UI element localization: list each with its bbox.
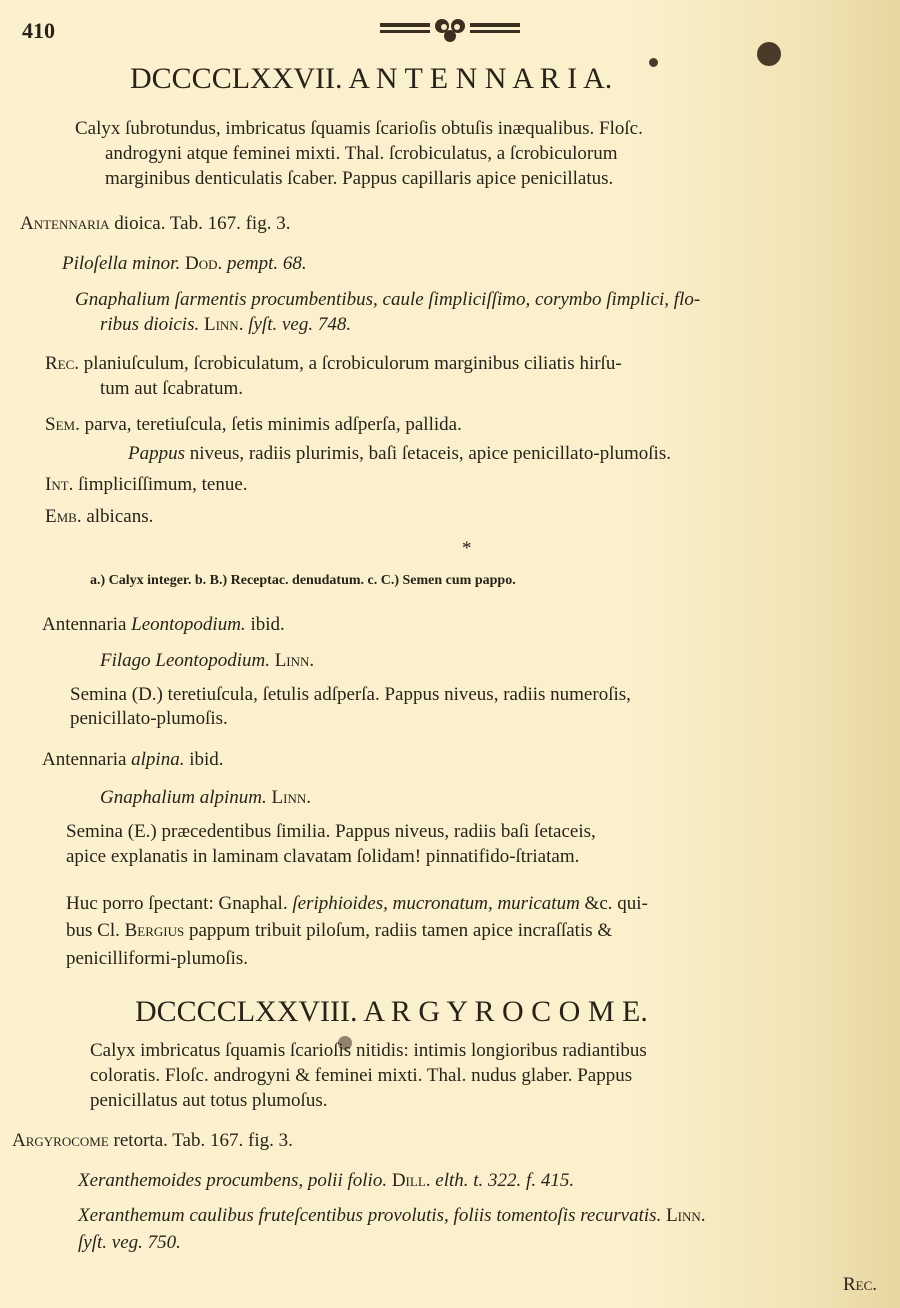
text-line (66, 948, 248, 970)
text-segment: Antennaria (42, 614, 132, 635)
text-segment: elth. t. 322. f. 415. (430, 1170, 575, 1191)
text-segment: Antennaria (20, 213, 110, 234)
text-segment: &c. qui- (579, 893, 648, 914)
text-segment: Calyx ſubrotundus, imbricatus ſquamis ſcarioſis obtuſis inæqualibus. Floſc. (75, 118, 643, 139)
section-heading (135, 995, 648, 1029)
text-line (78, 1205, 706, 1227)
text-line (70, 708, 228, 730)
text-segment: Linn. (269, 650, 315, 671)
text-line (70, 684, 631, 706)
text-line (45, 474, 248, 496)
text-line (100, 650, 314, 672)
text-line (66, 920, 612, 942)
text-segment: a.) Calyx integer. b. B.) Receptac. denudatum. c. C.) Semen cum pappo. (90, 573, 516, 588)
text-segment: Leontopodium. (131, 614, 246, 635)
text-segment: Antennaria (42, 749, 132, 770)
text-line (843, 1274, 877, 1296)
text-line (90, 1090, 327, 1112)
text-segment: pempt. 68. (222, 253, 307, 274)
text-segment: Gnaphalium alpinum. (100, 787, 267, 808)
text-segment: androgyni atque feminei mixti. Thal. ſcrobiculatus, a ſcrobiculorum (105, 143, 618, 164)
text-segment: Argyrocome (12, 1130, 109, 1151)
text-line (100, 314, 351, 336)
text-segment: ibid. (184, 749, 224, 770)
text-segment: * (462, 538, 472, 559)
text-segment: Dill. (387, 1170, 431, 1191)
text-segment: Sem. (45, 414, 80, 435)
text-line (90, 1065, 632, 1087)
text-segment: Calyx imbricatus ſquamis ſcarioſis nitidis: intimis longioribus radiantibus (90, 1040, 647, 1061)
text-line (42, 749, 224, 771)
text-line (100, 378, 243, 400)
text-line (45, 414, 462, 436)
text-line (90, 570, 516, 592)
text-segment: Linn. (266, 787, 311, 808)
text-segment: ſyſt. veg. 750. (78, 1232, 181, 1253)
text-line (20, 213, 290, 235)
text-segment: Semina (E.) præcedentibus ſimilia. Pappus niveus, radiis baſi ſetaceis, (66, 821, 596, 842)
text-line (78, 1232, 181, 1254)
text-line (62, 253, 307, 275)
text-segment: Rec. (843, 1274, 878, 1295)
text-line (78, 1170, 574, 1192)
text-segment: Linn. (661, 1205, 706, 1226)
text-segment: Gnaphalium ſarmentis procumbentibus, caule ſimpliciſſimo, corymbo ſimplici, flo- (75, 289, 701, 310)
text-segment: ſimpliciſſimum, tenue. (73, 474, 248, 495)
text-segment: Pappus (128, 443, 185, 464)
text-line (12, 1130, 293, 1152)
section-heading (130, 62, 612, 96)
text-segment: dioica. Tab. 167. fig. 3. (109, 213, 291, 234)
text-segment: coloratis. Floſc. androgyni & feminei mixti. Thal. nudus glaber. Pappus (90, 1065, 633, 1086)
text-line (45, 353, 622, 375)
text-line (45, 506, 153, 528)
text-segment: ſeriphioides, mucronatum, muricatum (292, 893, 580, 914)
text-segment: retorta. Tab. 167. fig. 3. (108, 1130, 293, 1151)
text-segment: apice explanatis in laminam clavatam ſolidam! pinnatifido-ſtriatam. (66, 846, 580, 867)
text-line (100, 787, 311, 809)
text-segment: Rec. (45, 353, 80, 374)
text-segment: Bergius (124, 920, 185, 941)
text-segment: bus Cl. (66, 920, 125, 941)
ornament-icon (380, 14, 520, 44)
text-segment: albicans. (81, 506, 154, 527)
text-segment: penicilliformi-plumoſis. (66, 948, 249, 969)
text-segment: niveus, radiis plurimis, baſi ſetaceis, apice penicillato-plumoſis. (185, 443, 671, 464)
text-segment: DCCCCLXXVIII. A R G Y R O C O M E. (135, 995, 648, 1028)
text-segment: Linn. (199, 314, 244, 335)
text-line (42, 614, 285, 636)
text-segment: ribus dioicis. (100, 314, 200, 335)
text-segment: alpina. (131, 749, 185, 770)
text-segment: Huc porro ſpectant: Gnaphal. (66, 893, 293, 914)
ink-spot (757, 42, 781, 66)
text-segment: Piloſella minor. (62, 253, 181, 274)
text-segment: ibid. (245, 614, 285, 635)
text-segment: marginibus denticulatis ſcaber. Pappus capillaris apice penicillatus. (105, 168, 614, 189)
text-segment: parva, teretiuſcula, ſetis minimis adſperſa, pallida. (79, 414, 462, 435)
text-line (90, 1040, 647, 1062)
text-segment: Xeranthemoides procumbens, polii folio. (78, 1170, 388, 1191)
text-line (462, 538, 472, 560)
text-line (66, 846, 579, 868)
text-line (66, 893, 648, 915)
text-segment: Semina (D.) teretiuſcula, ſetulis adſperſa. Pappus niveus, radiis numeroſis, (70, 684, 631, 705)
ink-spot (649, 58, 658, 67)
text-segment: penicillato-plumoſis. (70, 708, 228, 729)
text-segment: pappum tribuit piloſum, radiis tamen apice incraſſatis & (184, 920, 613, 941)
text-segment: Xeranthemum caulibus fruteſcentibus provolutis, foliis tomentoſis recurvatis. (78, 1205, 662, 1226)
text-segment: Filago Leontopodium. (100, 650, 270, 671)
text-line (105, 168, 613, 190)
text-line (66, 821, 596, 843)
page-number: 410 (22, 18, 55, 43)
text-line (75, 118, 643, 140)
text-segment: planiuſculum, ſcrobiculatum, a ſcrobiculorum marginibus ciliatis hirſu- (79, 353, 622, 374)
text-line (105, 143, 618, 165)
text-line (75, 289, 700, 311)
text-line (128, 443, 671, 465)
text-segment: DCCCCLXXVII. A N T E N N A R I A. (130, 62, 613, 95)
text-segment: tum aut ſcabratum. (100, 378, 243, 399)
text-segment: Emb. (45, 506, 82, 527)
text-segment: Dod. (180, 253, 223, 274)
text-segment: ſyſt. veg. 748. (243, 314, 352, 335)
text-segment: Int. (45, 474, 74, 495)
text-segment: penicillatus aut totus plumoſus. (90, 1090, 328, 1111)
